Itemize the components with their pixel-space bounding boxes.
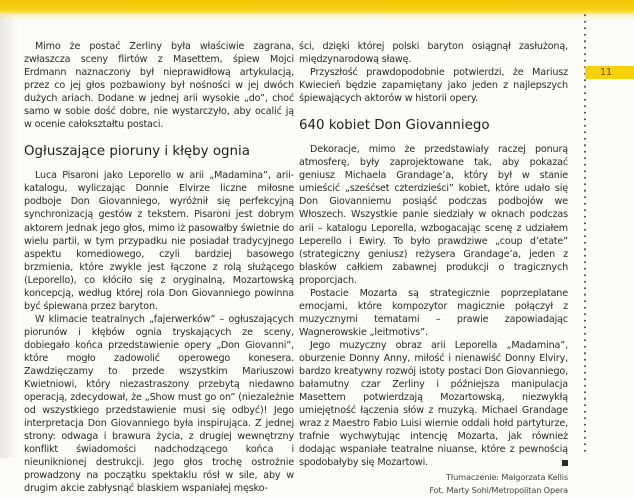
top-accent-bar: [0, 0, 634, 14]
left-column: [24, 40, 294, 496]
continued-paragraph: ści, dzięki której polski baryton osiągnął zasłużoną, międzynarodową sławę.: [299, 41, 568, 66]
credits: [299, 471, 568, 497]
right-column: [299, 40, 568, 497]
section-heading-thunder: Ogłuszające pioruny i kłęby ognia: [24, 144, 250, 160]
final-paragraph-text: Jego muzyczny obraz arii Leporella „Madamina”, oburzenie Donny Anny, miłość i nienawiść Donny Elviry, bardzo kreatywny rozwój istoty postaci Don Giovanniego, bałamutny czar Zerliny i późniejsza manipulacja Masettem potwierdzają Mozartowską, niezwykłą umiejętność łączenia słów z muzyką. Michael Grandage wraz z Maestro Fabio Luisi wiernie oddali hołd partyturze, trafnie wychwytując intencję Mozarta, jak również dodając wspaniałe teatralne niuanse, które z pewnością spodobałyby się Mozartowi.: [299, 339, 568, 469]
page-number: 11: [600, 67, 613, 78]
end-of-article-square-icon: [562, 460, 568, 466]
photo-credit: Fot. Marty Sohl/Metropolitan Opera: [429, 485, 568, 496]
body-paragraph-final: [299, 339, 568, 469]
intro-paragraph: Mimo że postać Zerliny była właściwie zagrana, zwłaszcza sceny flirtów z Masettem, śpiew Mojci Erdmann naznaczony był nieprawidłową artykulacją, przez co jej głos pozbawiony był nośności w jej dwóch dużych ariach. Dodane w jednej arii wysokie „do”, choć samo w sobie dość dobre, nie wystarczyło, aby ocalić ją w ocenie całokształtu postaci.: [24, 41, 294, 131]
translation-credit: Tłumaczenie: Małgorzata Kellis: [446, 472, 568, 483]
body-paragraph: Dekoracje, mimo że przedstawiały raczej ponurą atmosferę, były zaprojektowane tak, aby pokazać geniusz Michaela Grandage’a, który był w stanie umieścić „sześćset czterdzieści” kobiet, które udało się Don Giovanniemu posiąść podczas podbojów we Włoszech. Wszystkie panie siedziały w oknach podczas arii – katalogu Leporella, wzbogacając scenę z udziałem Leperello i Ewiry. To było prawdziwe „coup d’etate” (strategiczny geniusz) reżysera Grandage’a, jeden z blasków całkiem zabawnej produkcji o tragicznych proporcjach.: [299, 144, 568, 286]
body-paragraph: W klimacie teatralnych „fajerwerków” – ogłuszających piorunów i kłębów ognia tryskających ze sceny, dobiegało końca przedstawienie opery „Don Giovanni”, które mogło zadowolić operowego konesera. Zawdzięczamy to przede wszystkim Mariuszowi Kwietniowi, który niezastraszony przebytą niedawno operacją, zdecydował, że „Show must go on” (niezależnie od wszystkiego przedstawienie musi się odbyć)! Jego interpretacja Don Giovanniego była inspirująca. Z jednej strony: odwaga i brawura życia, z drugiej wewnętrzny konflikt świadomości nadchodzącego końca i nieuniknionej destrukcji. Jego głos trochę ostrożnie prowadzony na początku spektaklu rósł w sile, aby w drugim akcie zabłysnąć blaskiem wspaniałej męsko-: [24, 313, 294, 495]
body-paragraph: Postacie Mozarta są strategicznie poprzeplatane emocjami, które kompozytor magicznie połączył z muzycznymi tematami – prawie zapowiadając Wagnerowskie „leitmotivs”.: [299, 287, 568, 338]
section-heading-640-women: 640 kobiet Don Giovanniego: [299, 118, 490, 134]
body-paragraph: Przyszłość prawdopodobnie potwierdzi, że Mariusz Kwiecień będzie zapamiętany jako jeden z najlepszych śpiewających aktorów w historii opery.: [299, 67, 568, 105]
top-accent-bar-fade: [0, 14, 634, 20]
page-gutter-shadow: [0, 0, 18, 458]
page-number-tab: [585, 66, 634, 79]
body-paragraph: Luca Pisaroni jako Leporello w arii „Madamina”, arii-katalogu, wyliczając Donnie Elvirze liczne miłosne podboje Don Giovanniego, wyróżnił się perfekcyjną synchronizacją gestów z tekstem. Pisaroni jest dobrym aktorem jednak jego głos, mimo iż pasowałby świetnie do wielu partii, w tym przypadku nie posiadał tradycyjnego aspektu komediowego, czyli bardziej basowego brzmienia, które zwykle jest łączone z rolą służącego (Leporello), co kłóciło się z oryginalną, Mozartowską koncepcją, według której rola Don Giovanniego powinna być śpiewana przez baryton.: [24, 170, 294, 312]
